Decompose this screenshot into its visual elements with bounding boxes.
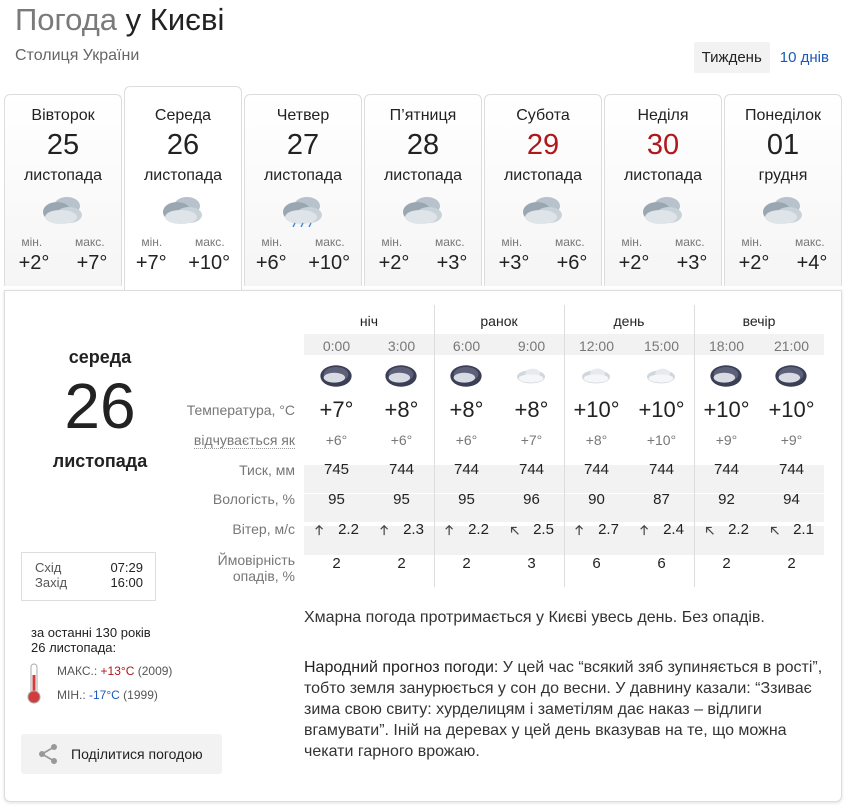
hour-label: 21:00 [773, 338, 810, 354]
max-temp: +3° [676, 252, 708, 274]
hour-wind [564, 521, 629, 538]
wind-arrow-icon [314, 523, 326, 537]
hour-feels: +6° [455, 432, 478, 448]
day-tab-01[interactable] [724, 94, 842, 286]
sunset-time: 16:00 [110, 575, 143, 590]
hour-precip: 2 [787, 555, 796, 572]
hour-precip: 2 [722, 555, 731, 572]
max-label: макс. [674, 235, 705, 249]
hour-feels: +9° [715, 432, 738, 448]
wind-speed: 2.2 [468, 521, 489, 538]
wind-speed: 2.1 [793, 521, 814, 538]
day-minmax-labels [5, 235, 121, 249]
day-tab-27[interactable] [244, 94, 362, 286]
period-label: вечір [742, 313, 776, 329]
wind-arrow-icon [509, 523, 521, 537]
day-minmax-temps [485, 252, 601, 275]
max-label: макс. [794, 235, 825, 249]
min-temp: +2° [738, 252, 770, 274]
history-min-year: (1999) [123, 688, 158, 702]
day-weekday: Понеділок [744, 107, 822, 124]
light-cloud-icon [641, 362, 681, 390]
day-date: 28 [406, 129, 440, 161]
hour-feels: +10° [646, 432, 677, 448]
cloudy-icon [521, 193, 565, 227]
share-label: Поділитися погодою [71, 746, 203, 762]
wind-speed: 2.2 [338, 521, 359, 538]
selected-date: 26 [64, 370, 136, 442]
hour-temp: +10° [573, 397, 620, 422]
day-tab-29[interactable] [484, 94, 602, 286]
min-label: мін. [501, 235, 523, 249]
hour-humidity: 94 [783, 491, 800, 508]
hour-pressure: 744 [453, 461, 480, 478]
day-weekday: Середа [154, 107, 212, 124]
hour-wind [304, 521, 369, 538]
tab-ten-days[interactable]: 10 днів [779, 49, 829, 66]
hour-feels: +9° [780, 432, 803, 448]
hour-humidity: 90 [588, 491, 605, 508]
hour-label: 9:00 [517, 338, 546, 354]
min-temp: +6° [255, 252, 287, 274]
period-label: день [613, 313, 645, 329]
hour-pressure: 744 [648, 461, 675, 478]
light-cloud-icon [576, 362, 616, 390]
thermometer-icon [27, 663, 41, 705]
day-minmax-labels [365, 235, 481, 249]
label-temperature: Температура, °С [186, 402, 295, 418]
sunrise-time: 07:29 [110, 560, 143, 575]
max-temp: +3° [436, 252, 468, 274]
day-tabs [4, 94, 842, 292]
min-label: мін. [381, 235, 403, 249]
sunrise-label: Схід [35, 560, 62, 575]
max-temp: +6° [556, 252, 588, 274]
page-subtitle: Столиця України [15, 47, 140, 64]
wind-speed: 2.4 [663, 521, 684, 538]
hour-temp: +7° [319, 397, 354, 422]
wind-speed: 2.2 [728, 521, 749, 538]
wind-arrow-icon [704, 523, 716, 537]
wind-arrow-icon [639, 523, 651, 537]
hour-wind [694, 521, 759, 538]
history-title-line1: за останні 130 років [31, 625, 151, 640]
history-max-label: МАКС.: [57, 664, 98, 678]
hour-temp: +10° [638, 397, 685, 422]
day-weekday: Вівторок [31, 107, 95, 124]
day-minmax-labels [245, 235, 361, 249]
max-label: макс. [554, 235, 585, 249]
day-minmax-temps [365, 252, 481, 275]
hour-temp: +10° [703, 397, 750, 422]
day-month: листопада [143, 167, 223, 184]
day-date: 30 [646, 129, 680, 161]
day-month: листопада [263, 167, 343, 184]
wind-arrow-icon [444, 523, 456, 537]
history-min-label: МІН.: [57, 688, 86, 702]
day-minmax-temps [605, 252, 721, 275]
hour-label: 15:00 [643, 338, 680, 354]
min-label: мін. [261, 235, 283, 249]
folk-forecast-text: У цей час “всякий зяб зупиняється в рості”, тобто земля занурюється у сон до весни. У давнину казали: “Ззиває зима свою свиту: хурделицям і заметілям дає наказ – відлиги вгамувати”. Іній на деревах у цей день вказував на те, що можна чекати гарного врожаю. [304, 659, 823, 760]
day-minmax-temps [725, 252, 841, 275]
max-label: макс. [194, 235, 225, 249]
dark-cloud-icon [316, 362, 356, 390]
day-detail-panel [4, 290, 842, 802]
day-minmax-temps [245, 252, 361, 275]
history-title-line2: 26 листопада: [31, 640, 117, 655]
max-temp: +10° [308, 252, 351, 274]
day-minmax-labels [725, 235, 841, 249]
history-title [31, 625, 151, 655]
day-month: листопада [503, 167, 583, 184]
hour-feels: +7° [520, 432, 543, 448]
light-cloud-icon [511, 362, 551, 390]
label-humidity: Вологість, % [212, 491, 295, 507]
cloudy-icon [761, 193, 805, 227]
day-date: 26 [166, 129, 200, 161]
hour-label: 0:00 [322, 338, 351, 354]
day-minmax-temps [125, 252, 241, 275]
max-label: макс. [434, 235, 465, 249]
day-weekday: П’ятниця [389, 107, 457, 124]
label-feels-like[interactable] [155, 432, 295, 448]
selected-month: листопада [52, 451, 148, 471]
day-tab-30[interactable] [604, 94, 722, 286]
min-label: мін. [741, 235, 763, 249]
cloudy-icon [641, 193, 685, 227]
min-temp: +2° [618, 252, 650, 274]
hour-pressure: 744 [713, 461, 740, 478]
view-tabs [694, 42, 833, 73]
min-temp: +2° [18, 252, 50, 274]
day-minmax-temps [5, 252, 121, 275]
min-label: мін. [141, 235, 163, 249]
day-tab-26[interactable] [124, 86, 242, 290]
cloudy-icon [161, 193, 205, 227]
hour-label: 18:00 [708, 338, 745, 354]
hour-precip: 2 [462, 555, 471, 572]
share-icon [37, 743, 59, 765]
hour-pressure: 744 [778, 461, 805, 478]
hour-humidity: 92 [718, 491, 735, 508]
title-city: у Києві [125, 2, 225, 37]
day-date: 01 [766, 129, 800, 161]
hour-humidity: 87 [653, 491, 670, 508]
history-max [57, 664, 172, 678]
hour-temp: +10° [768, 397, 815, 422]
hour-precip: 2 [397, 555, 406, 572]
hour-wind [499, 521, 564, 538]
selected-weekday: середа [68, 347, 132, 367]
day-minmax-labels [605, 235, 721, 249]
day-month: листопада [23, 167, 103, 184]
hour-temp: +8° [384, 397, 419, 422]
hour-temp: +8° [449, 397, 484, 422]
max-label: макс. [74, 235, 105, 249]
hour-pressure: 745 [323, 461, 350, 478]
min-temp: +2° [378, 252, 410, 274]
dark-cloud-icon [381, 362, 421, 390]
label-pressure: Тиск, мм [239, 462, 295, 478]
label-wind: Вітер, м/с [232, 521, 295, 537]
label-precip-line1: Ймовірність [217, 552, 295, 568]
hour-pressure: 744 [583, 461, 610, 478]
day-month: листопада [383, 167, 463, 184]
day-date: 27 [286, 129, 320, 161]
min-label: мін. [621, 235, 643, 249]
dark-cloud-icon [446, 362, 486, 390]
folk-forecast [304, 657, 828, 762]
day-month: грудня [758, 167, 808, 184]
title-weather: Погода [15, 2, 118, 37]
hour-humidity: 95 [328, 491, 345, 508]
hour-pressure: 744 [518, 461, 545, 478]
wind-speed: 2.5 [533, 521, 554, 538]
cloudy-icon [401, 193, 445, 227]
day-weekday: Четвер [276, 107, 330, 124]
label-precip-line2: опадів, % [232, 568, 295, 584]
min-temp: +3° [498, 252, 530, 274]
history-min [57, 688, 158, 702]
hour-precip: 3 [527, 555, 536, 572]
hour-humidity: 96 [523, 491, 540, 508]
wind-arrow-icon [574, 523, 586, 537]
wind-arrow-icon [379, 523, 391, 537]
hour-temp: +8° [514, 397, 549, 422]
day-weekday: Субота [516, 107, 570, 124]
hour-wind [759, 521, 824, 538]
tab-week[interactable]: Тиждень [694, 42, 770, 73]
dark-cloud-icon [771, 362, 811, 390]
hour-precip: 6 [592, 555, 601, 572]
day-minmax-labels [125, 235, 241, 249]
hour-precip: 6 [657, 555, 666, 572]
hour-feels: +6° [325, 432, 348, 448]
min-label: мін. [21, 235, 43, 249]
hour-humidity: 95 [393, 491, 410, 508]
hour-wind [434, 521, 499, 538]
hourly-grid [304, 305, 824, 587]
share-weather-button[interactable] [21, 734, 222, 774]
day-date: 25 [46, 129, 80, 161]
max-temp: +10° [188, 252, 231, 274]
hour-humidity: 95 [458, 491, 475, 508]
hour-pressure: 744 [388, 461, 415, 478]
wind-speed: 2.3 [403, 521, 424, 538]
cloudy-drizzle-icon [281, 193, 325, 227]
day-minmax-labels [485, 235, 601, 249]
hour-precip: 2 [332, 555, 341, 572]
history-min-value: -17°C [89, 688, 120, 702]
period-label: ніч [359, 313, 379, 329]
folk-forecast-label: Народний прогноз погоди: [304, 659, 499, 676]
sunset-label: Захід [35, 575, 68, 590]
hour-feels: +8° [585, 432, 608, 448]
hour-label: 12:00 [578, 338, 615, 354]
period-label: ранок [480, 313, 518, 329]
wind-speed: 2.7 [598, 521, 619, 538]
day-tab-28[interactable] [364, 94, 482, 286]
max-temp: +7° [76, 252, 108, 274]
hour-wind [369, 521, 434, 538]
cloudy-icon [41, 193, 85, 227]
day-month: листопада [623, 167, 703, 184]
max-temp: +4° [796, 252, 828, 274]
hour-label: 6:00 [452, 338, 481, 354]
dark-cloud-icon [706, 362, 746, 390]
day-weekday: Неділя [637, 107, 689, 124]
hour-feels: +6° [390, 432, 413, 448]
day-tab-25[interactable] [4, 94, 122, 286]
max-label: макс. [314, 235, 345, 249]
label-precipitation [155, 552, 295, 584]
wind-arrow-icon [769, 523, 781, 537]
label-feels-like-text: відчувається як [193, 432, 295, 448]
forecast-summary: Хмарна погода протримається у Києві увесь день. Без опадів. [304, 609, 765, 626]
history-max-value: +13°C [100, 664, 135, 678]
hour-wind [629, 521, 694, 538]
sun-times [21, 552, 156, 601]
page-title [15, 2, 224, 38]
history-max-year: (2009) [137, 664, 173, 678]
hour-label: 3:00 [387, 338, 416, 354]
min-temp: +7° [135, 252, 167, 274]
day-date: 29 [526, 129, 560, 161]
